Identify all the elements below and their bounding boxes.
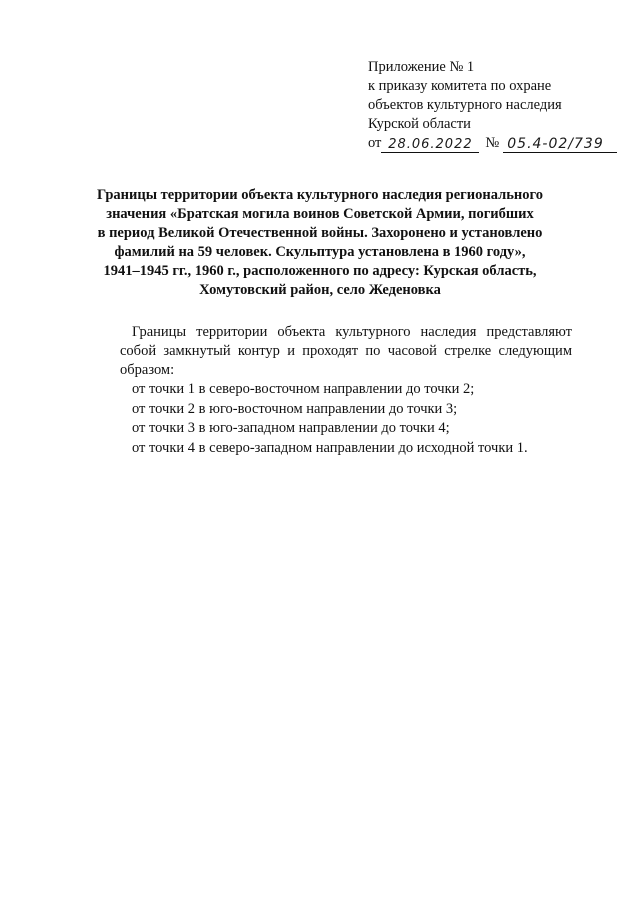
title-line: Хомутовский район, село Жеденовка: [199, 282, 441, 298]
list-item: от точки 2 в юго-восточном направлении до точки 3;: [132, 400, 458, 417]
title-line: 1941–1945 гг., 1960 г., расположенного по адресу: Курская область,: [103, 263, 537, 279]
from-label: от: [368, 135, 382, 151]
order-number: 05.4-02/739: [503, 137, 617, 153]
title-line: в период Великой Отечественной войны. Захоронено и установлено: [97, 225, 543, 241]
appendix-number: Приложение № 1: [368, 59, 475, 75]
appendix-header: [368, 58, 630, 153]
list-item: от точки 4 в северо-западном направлении до исходной точки 1.: [132, 439, 528, 456]
boundary-points-list: [120, 380, 572, 458]
title-line: Границы территории объекта культурного наследия регионального: [97, 187, 543, 203]
appendix-order-ref: к приказу комитета по охране: [368, 78, 552, 94]
list-item: от точки 3 в юго-западном направлении до точки 4;: [132, 420, 450, 436]
appendix-committee: объектов культурного наследия: [368, 97, 562, 113]
title-line: значения «Братская могила воинов Советской Армии, погибших: [106, 206, 534, 222]
document-body: [120, 323, 572, 458]
intro-paragraph: Границы территории объекта культурного наследия представляют собой замкнутый контур и проходят по часовой стрелке следующим образом:: [120, 324, 572, 378]
order-date: 28.06.2022: [381, 137, 479, 153]
order-date-number: [368, 134, 630, 153]
appendix-region: Курской области: [368, 116, 471, 132]
number-sign: №: [485, 135, 500, 151]
title-line: фамилий на 59 человек. Скульптура установлена в 1960 году»,: [114, 244, 526, 260]
document-title: [70, 186, 570, 300]
list-item: от точки 1 в северо-восточном направлении до точки 2;: [132, 381, 475, 397]
